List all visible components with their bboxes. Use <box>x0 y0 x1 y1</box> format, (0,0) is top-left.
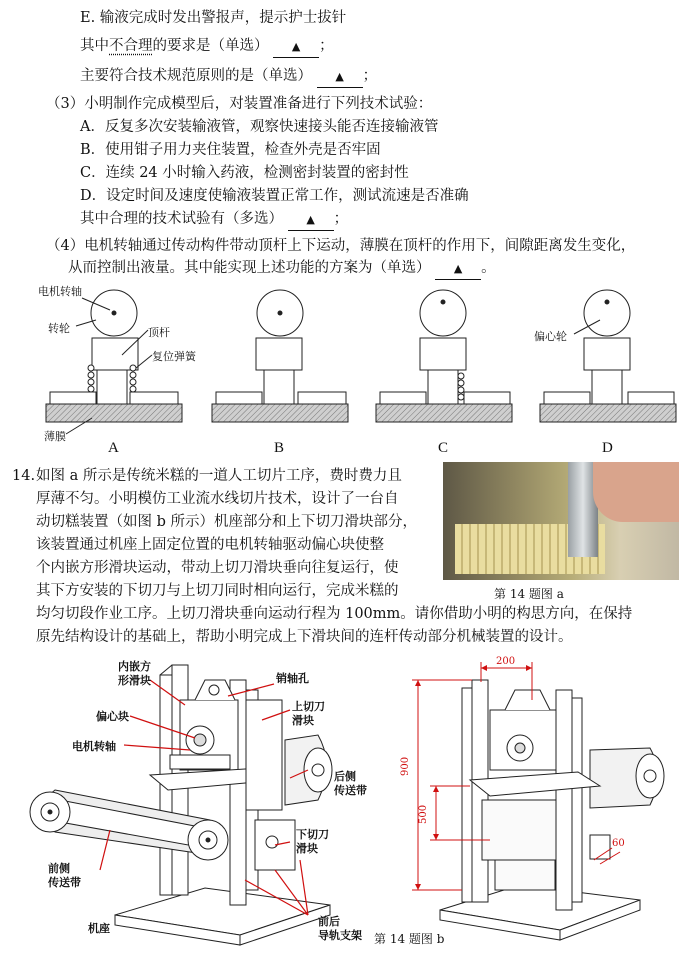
q14-number: 14. <box>12 468 36 484</box>
text: 导轨支架 <box>318 929 362 942</box>
diagram-letter-d: D <box>602 440 613 456</box>
label-push-rod: 顶杆 <box>148 326 170 339</box>
emphasis-text: 不合理 <box>109 38 153 54</box>
q3-option-c: C．连续 24 小时输入药液，检测密封装置的密封性 <box>80 165 409 181</box>
blank-mark: ▲ <box>291 40 301 53</box>
q14-line-4: 该装置通过机座上固定位置的电机转轴驱动偏心块使整 <box>36 537 384 553</box>
figure-b-caption: 第 14 题图 b <box>374 932 445 946</box>
blank-mark: ▲ <box>453 262 463 275</box>
text: ； <box>362 68 378 84</box>
label-motor-shaft-b: 电机转轴 <box>72 740 116 753</box>
label-wheel: 转轮 <box>48 322 70 335</box>
text: 后侧 <box>334 770 356 783</box>
text: 前后 <box>318 915 340 928</box>
text: 从而控制出液量。其中能实现上述功能的方案为（单选） <box>68 260 431 276</box>
text: ； <box>333 211 349 227</box>
blank-mark: ▲ <box>306 213 315 226</box>
q3-option-a: A．反复多次安装输液管，观察快速接头能否连接输液管 <box>80 119 439 135</box>
text: 传送带 <box>334 784 367 797</box>
text: ； <box>319 38 334 54</box>
label-film: 薄膜 <box>44 430 66 443</box>
q14-line-1: 如图 a 所示是传统米糕的一道人工切片工序，费时费力且 <box>36 468 402 484</box>
text: 前侧 <box>48 862 70 875</box>
q14-line-2: 厚薄不匀。小明模仿工业流水线切片技术，设计了一台自 <box>36 491 399 507</box>
q14-line-5: 个内嵌方形滑块运动，带动上切刀滑块垂向往复运行，使 <box>36 560 399 576</box>
label-eccentric-block: 偏心块 <box>96 710 129 723</box>
text: 形滑块 <box>118 674 151 687</box>
text: 滑块 <box>296 842 318 855</box>
text: 上切刀 <box>292 700 325 713</box>
option-e: E. 输液完成时发出警报声，提示护士拔针 <box>80 10 347 26</box>
q3-option-b: B．使用钳子用力夹住装置，检查外壳是否牢固 <box>80 142 381 158</box>
blank-mark: ▲ <box>335 70 344 83</box>
label-motor-shaft: 电机转轴 <box>38 285 82 298</box>
dim-900: 900 <box>400 756 411 776</box>
text: 的要求是（单选） <box>152 38 269 54</box>
label-pin-hole: 销轴孔 <box>276 672 309 685</box>
dim-200: 200 <box>496 656 516 667</box>
q3-stem: （3）小明制作完成模型后，对装置准备进行下列技术试验： <box>46 96 433 112</box>
label-base: 机座 <box>88 922 110 935</box>
q4-stem-1: （4）电机转轴通过传动构件带动顶杆上下运动，薄膜在顶杆的作用下，间隙距离发生变化， <box>46 238 636 254</box>
text: 。 <box>481 260 496 276</box>
q14-line-6: 其下方安装的下切刀与上切刀同时相向运行，完成米糕的 <box>36 583 399 599</box>
dim-500: 500 <box>418 804 429 824</box>
label-eccentric: 偏心轮 <box>534 330 567 343</box>
q3-option-d: D．设定时间及速度使输液装置正常工作，测试流速是否准确 <box>80 188 469 204</box>
text: 下切刀 <box>296 828 329 841</box>
text: 主要符合技术规范原则的是（单选） <box>80 68 312 84</box>
q14-line-8: 原先结构设计的基础上，帮助小明完成上下滑块间的连杆传动部分机械装置的设计。 <box>36 629 573 645</box>
text: 内嵌方 <box>118 660 151 673</box>
figure-a-caption: 第 14 题图 a <box>494 587 564 601</box>
text: 其中 <box>80 38 109 54</box>
text: 其中合理的技术试验有（多选） <box>80 211 283 227</box>
q14-line-3: 动切糕装置（如图 b 所示）机座部分和上下切刀滑块部分， <box>36 514 417 530</box>
q14-line-7: 均匀切段作业工序。上切刀滑块垂向运动行程为 100mm。请你借助小明的构思方向，在保持 <box>36 606 633 622</box>
diagram-letter-c: C <box>438 440 449 456</box>
text: 滑块 <box>292 714 314 727</box>
dim-60: 60 <box>612 838 625 849</box>
diagram-letter-b: B <box>274 440 285 456</box>
label-spring: 复位弹簧 <box>152 350 196 363</box>
text: 传送带 <box>48 876 81 889</box>
diagram-letter-a: A <box>108 440 119 456</box>
